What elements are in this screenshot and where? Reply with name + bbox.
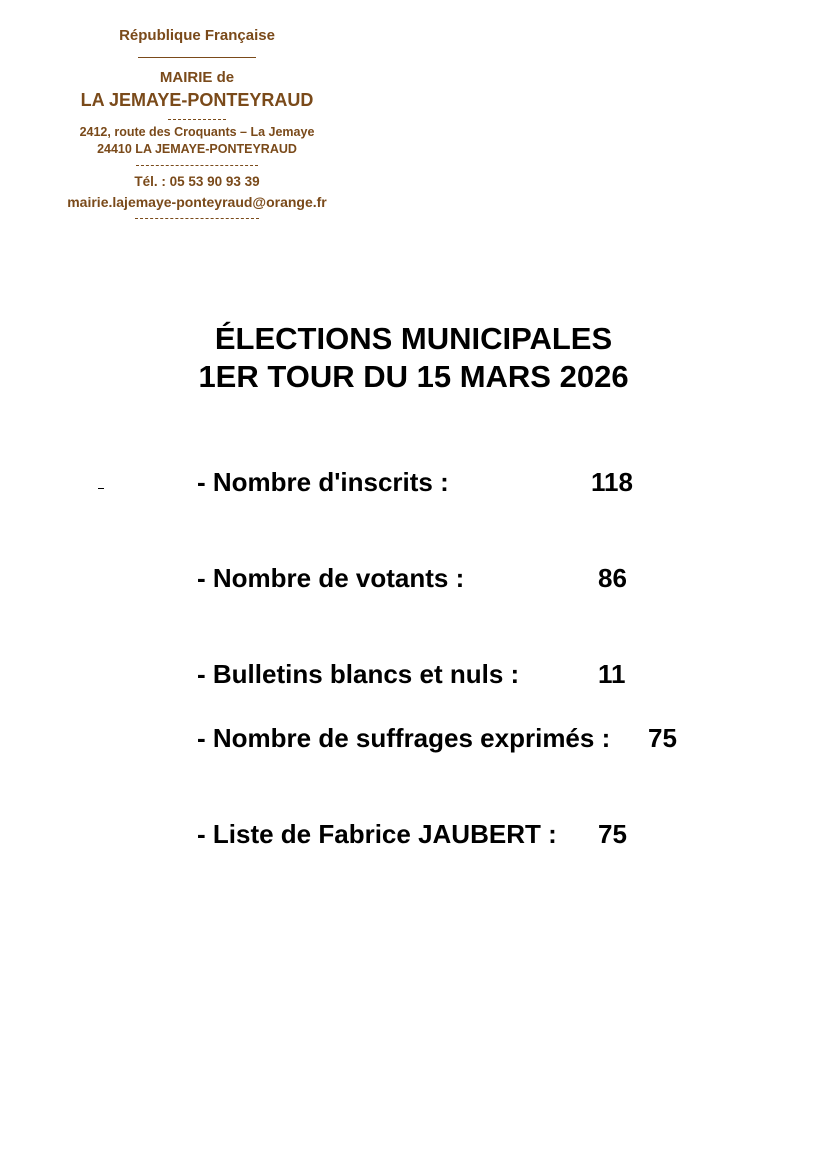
email-address: mairie.lajemaye-ponteyraud@orange.fr: [67, 194, 327, 210]
result-liste-value: 75: [598, 819, 627, 849]
divider: [168, 119, 226, 120]
letterhead: [40, 26, 354, 219]
address-line-2: 24410 LA JEMAYE-PONTEYRAUD: [97, 142, 297, 156]
mairie-label: MAIRIE de: [159, 69, 235, 86]
address-line-1: 2412, route des Croquants – La Jemaye: [79, 125, 315, 139]
commune-name: LA JEMAYE-PONTEYRAUD: [80, 90, 314, 110]
page-title: [0, 320, 827, 396]
republique-francaise: République Française: [119, 27, 275, 44]
result-blancs-nuls-value: 11: [598, 659, 626, 689]
stray-dash: [98, 488, 104, 489]
phone-number: Tél. : 05 53 90 93 39: [134, 174, 260, 189]
divider: [135, 218, 259, 219]
result-votants-label: - Nombre de votants :: [197, 563, 465, 593]
result-liste-label: - Liste de Fabrice JAUBERT :: [197, 819, 557, 849]
title-line-1: ÉLECTIONS MUNICIPALES: [214, 321, 613, 356]
result-inscrits-value: 118: [591, 467, 633, 497]
result-exprimes-label: - Nombre de suffrages exprimés :: [197, 723, 611, 753]
result-exprimes-value: 75: [648, 723, 677, 753]
result-votants-value: 86: [598, 563, 627, 593]
divider: [138, 57, 256, 58]
result-blancs-nuls-label: - Bulletins blancs et nuls :: [197, 659, 520, 689]
divider: [136, 165, 258, 166]
result-inscrits-label: - Nombre d'inscrits :: [197, 467, 449, 497]
title-line-2: 1ER TOUR DU 15 MARS 2026: [198, 359, 629, 394]
